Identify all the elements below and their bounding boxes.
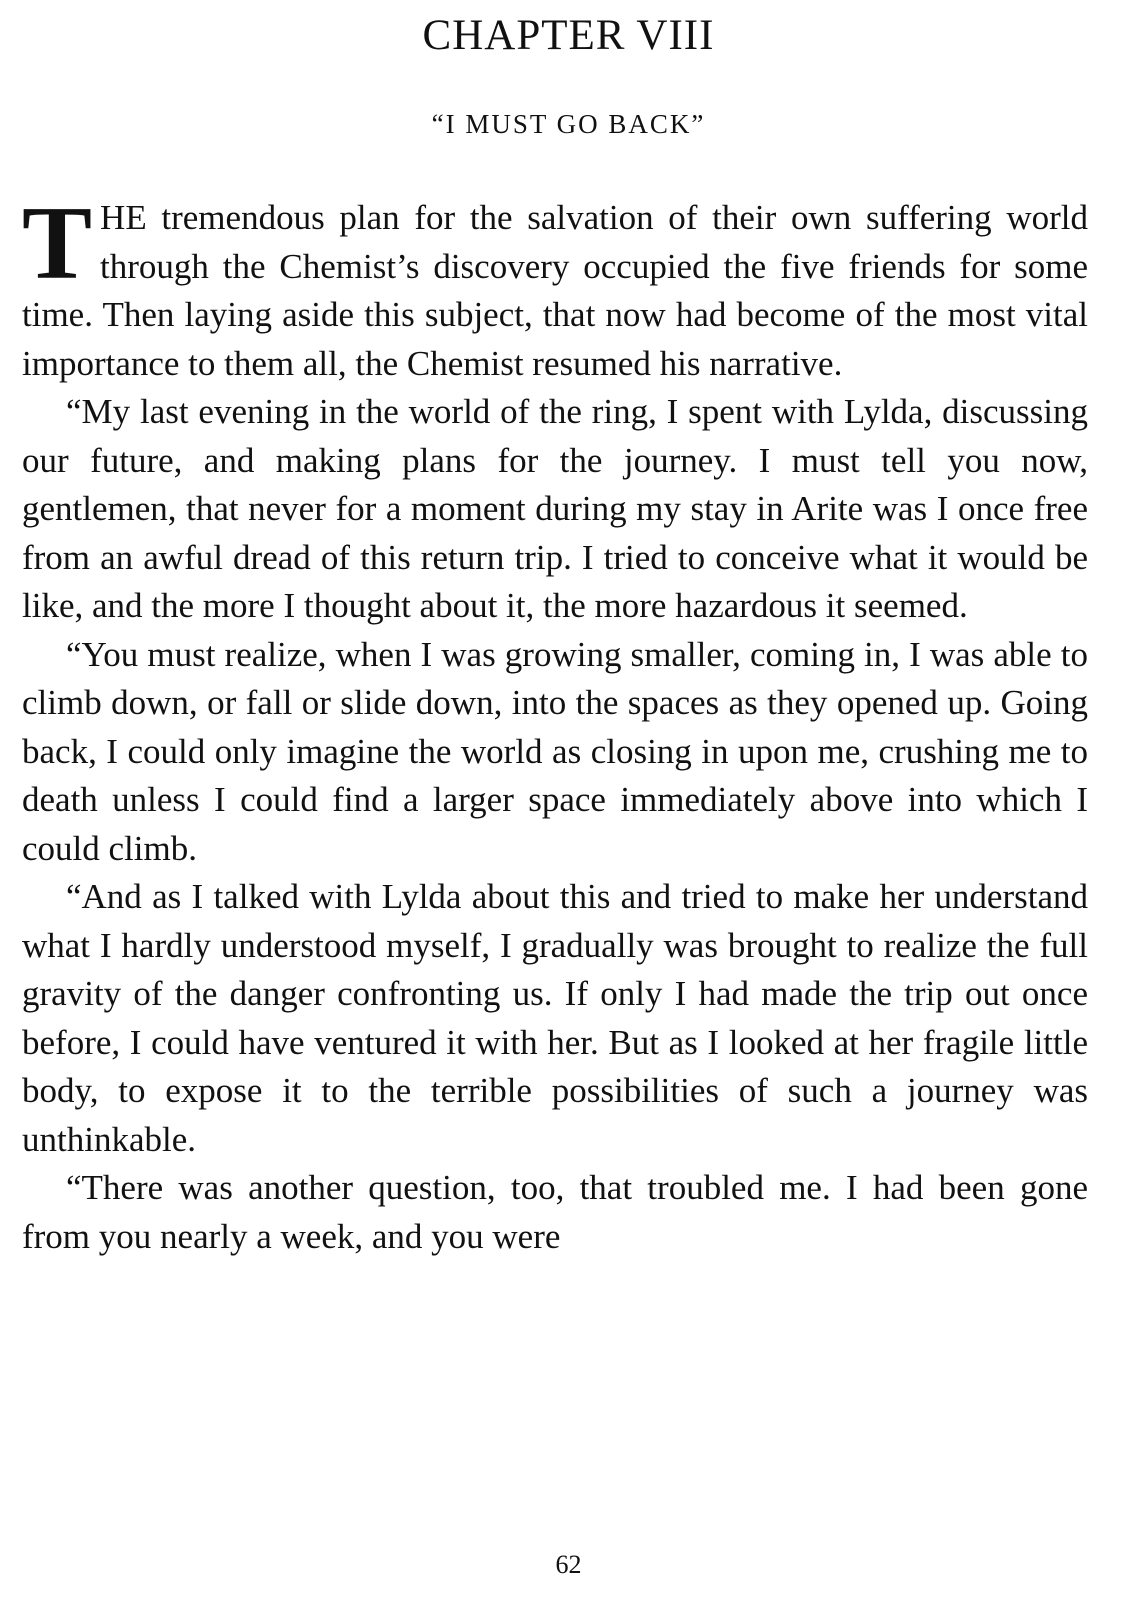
- paragraph-5: “There was another question, too, that troubled me. I had been gone from you nearly a week, and you were: [22, 1168, 1088, 1256]
- chapter-body: [22, 184, 1088, 1261]
- paragraph-4: “And as I talked with Lylda about this and tried to make her understand what I hardly understood myself, I gradually was brought to realize the full gravity of the danger confronting us. If only I had made the trip out once before, I could have ventured it with her. But as I looked at her fragile little body, to expose it to the terrible possibilities of such a journey was unthinkable.: [22, 877, 1088, 1159]
- drop-cap: T: [22, 184, 93, 301]
- page-number: 62: [555, 1550, 582, 1579]
- paragraph-2: “My last evening in the world of the ring, I spent with Lylda, discussing our future, and making plans for the journey. I must tell you now, gentlemen, that never for a moment during my stay in Arite was I once free from an awful dread of this return trip. I tried to conceive what it would be like, and the more I thought about it, the more hazardous it seemed.: [22, 392, 1088, 625]
- paragraph-1-text: HE tremendous plan for the salvation of their own suffering world through the Chemist’s discovery occupied the five friends for some time. Then laying aside this subject, that now had become of the most vital importance to them all, the Chemist resumed his narrative.: [22, 198, 1088, 383]
- paragraph-3: “You must realize, when I was growing smaller, coming in, I was able to climb down, or fall or slide down, into the spaces as they opened up. Going back, I could only imagine the world as closing in upon me, crushing me to death unless I could find a larger space immediately above into which I could climb.: [22, 634, 1088, 868]
- chapter-title: CHAPTER VIII: [422, 12, 715, 59]
- chapter-subtitle: “I MUST GO BACK”: [431, 109, 706, 139]
- paragraph-1: [22, 184, 1088, 388]
